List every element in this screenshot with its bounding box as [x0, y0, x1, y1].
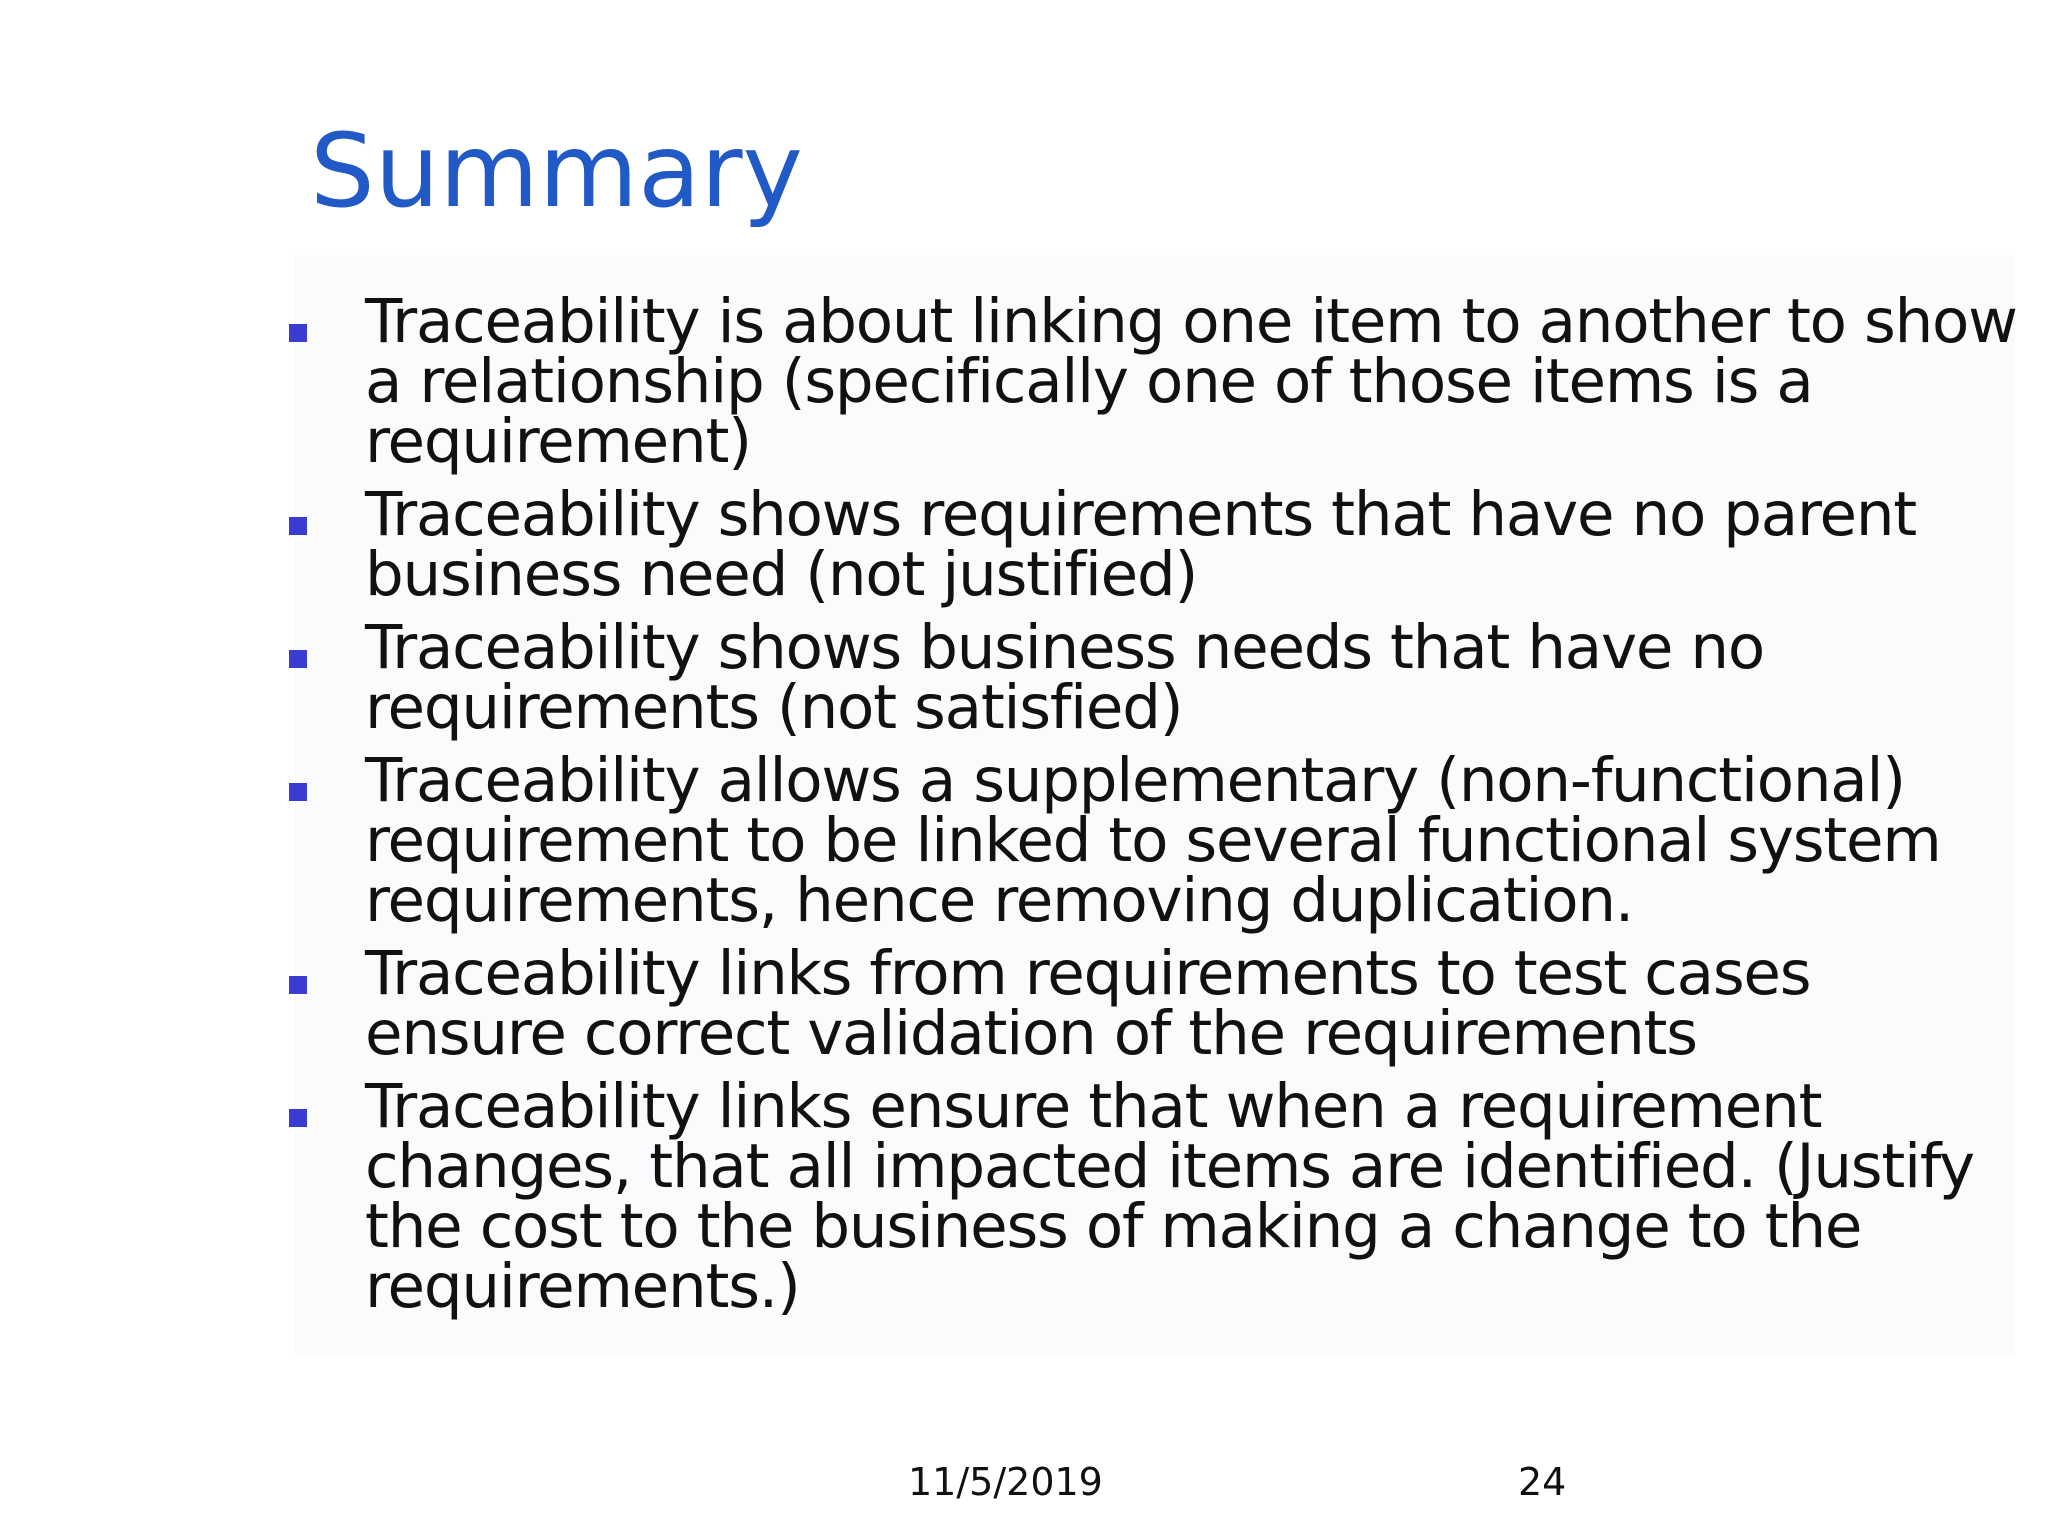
square-bullet-icon	[289, 650, 307, 668]
square-bullet-icon	[289, 1109, 307, 1127]
bullet-text: Traceability links from requirements to test cases ensure correct validation of the requirements	[365, 938, 1811, 1069]
bullet-item-5	[285, 938, 2025, 1069]
bullet-text: Traceability allows a supplementary (non-functional) requirement to be linked to several functional system requirements, hence removing duplication.	[365, 745, 1941, 936]
bullet-item-1	[285, 286, 2025, 477]
footer-date: 11/5/2019	[908, 1460, 1103, 1504]
bullet-item-3	[285, 612, 2025, 743]
slide-title: Summary	[310, 112, 803, 231]
bullet-item-6	[285, 1071, 2025, 1322]
square-bullet-icon	[289, 783, 307, 801]
bullet-text: Traceability is about linking one item to another to show a relationship (specifically one of those items is a requirement)	[365, 286, 2017, 477]
bullet-text: Traceability shows requirements that have no parent business need (not justified)	[365, 479, 1917, 610]
square-bullet-icon	[289, 324, 307, 342]
page-number: 24	[1518, 1460, 1567, 1504]
bullet-item-2	[285, 479, 2025, 610]
bullet-text: Traceability links ensure that when a requirement changes, that all impacted items are identified. (Justify the cost to the business of making a change to the requirements.)	[365, 1071, 1974, 1322]
square-bullet-icon	[289, 517, 307, 535]
bullet-list	[285, 286, 2025, 1330]
bullet-item-4	[285, 745, 2025, 936]
square-bullet-icon	[289, 976, 307, 994]
bullet-text: Traceability shows business needs that have no requirements (not satisfied)	[365, 612, 1764, 743]
